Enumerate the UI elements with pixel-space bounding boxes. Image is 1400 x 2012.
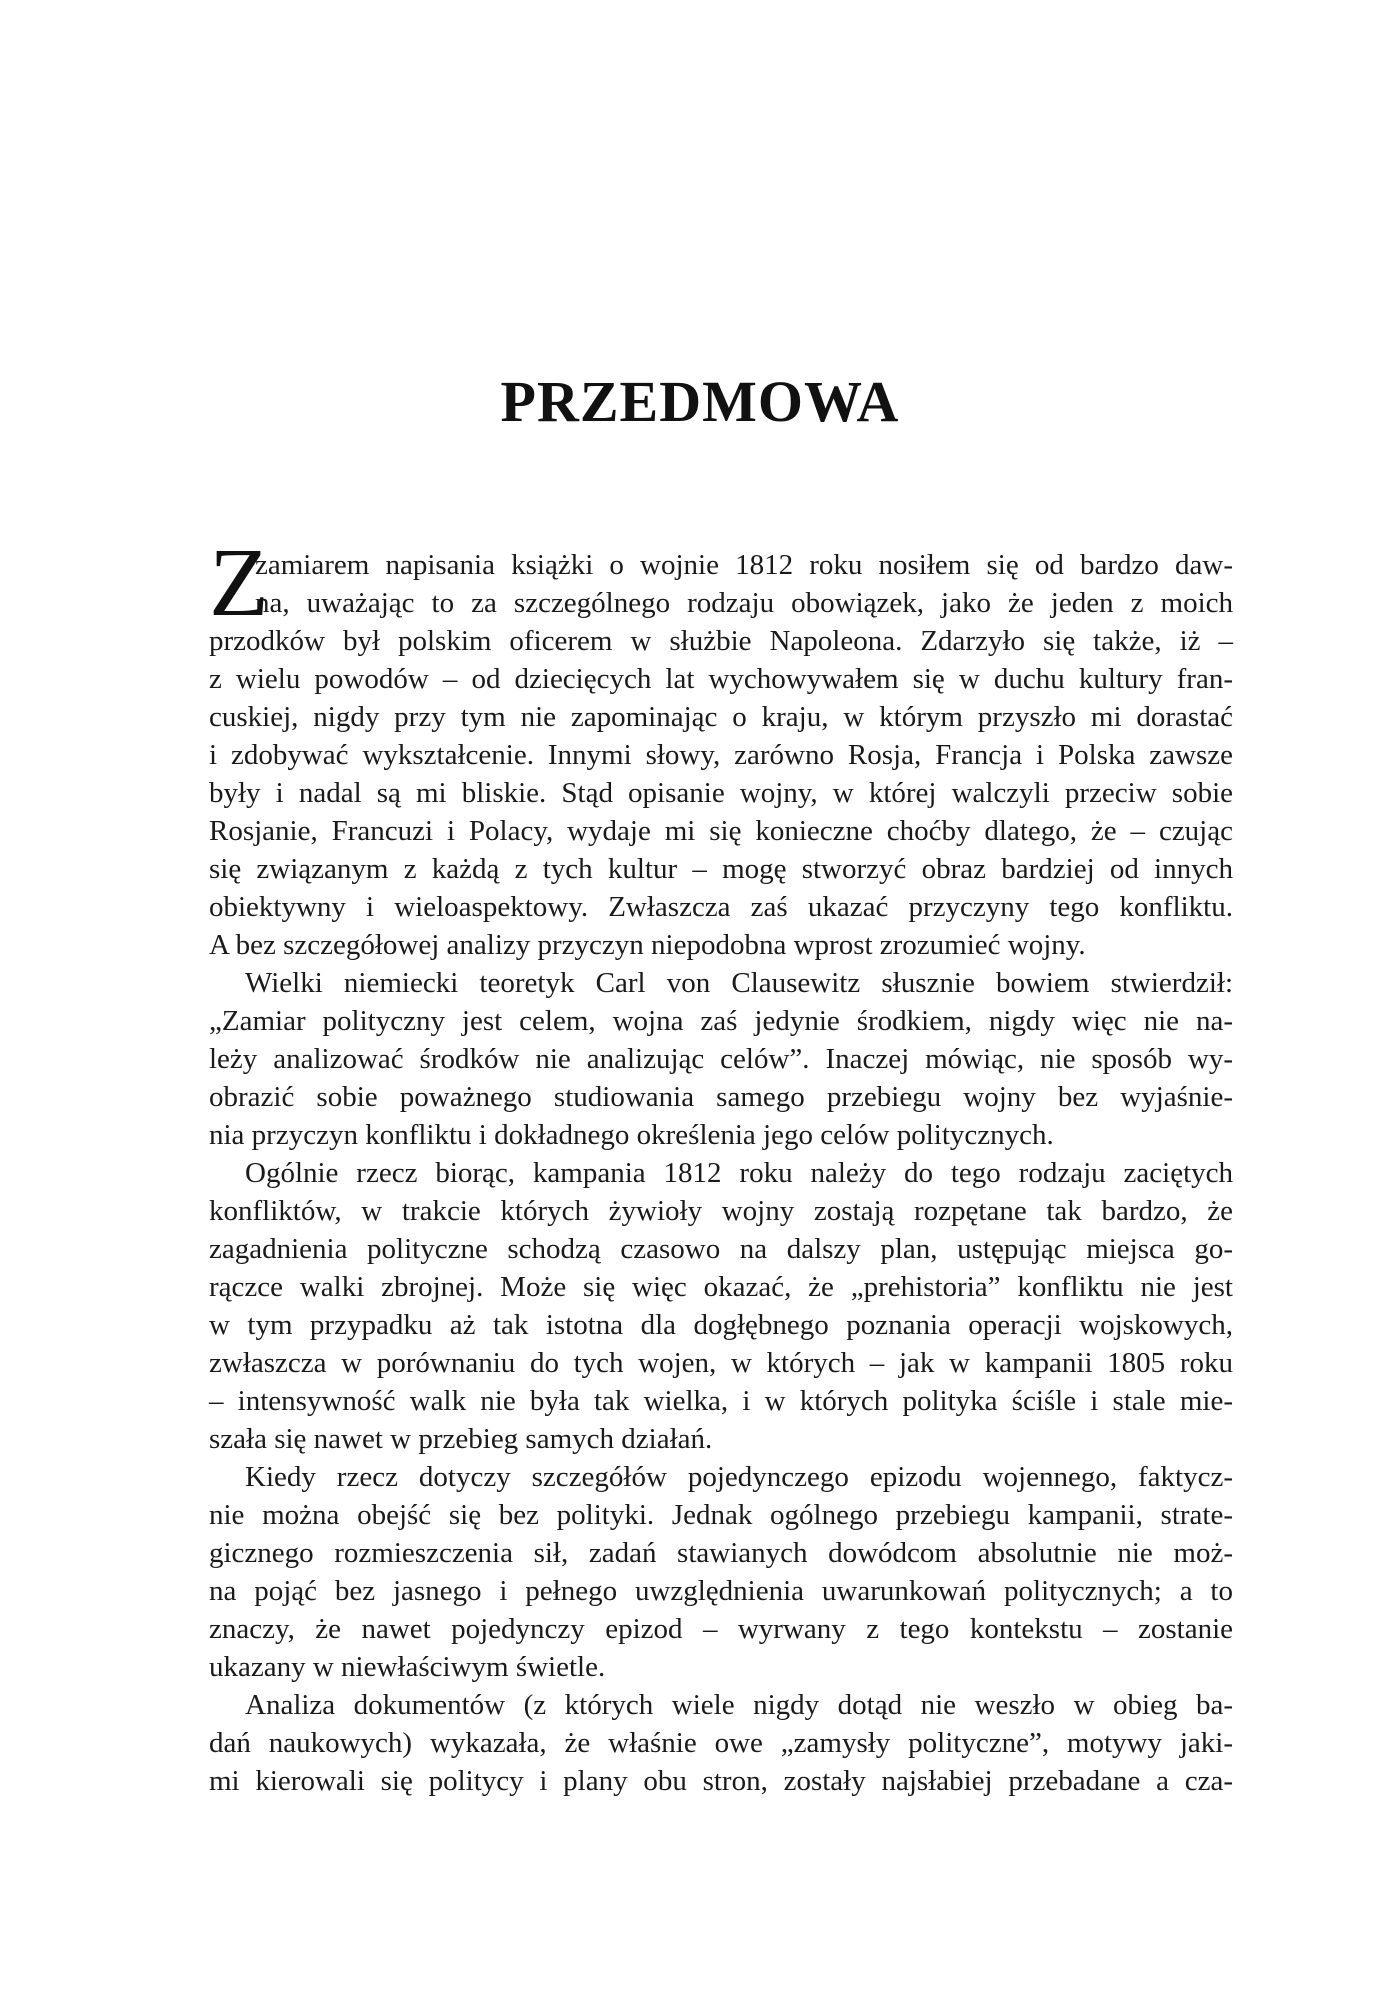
text-line: Analiza dokumentów (z których wiele nigdy dotąd nie weszło w obieg ba-	[245, 1689, 1233, 1721]
text-line: na, uważając to za szczególnego rodzaju obowiązek, jako że jeden z moich	[255, 587, 1233, 619]
text-line: i zdobywać wykształcenie. Innymi słowy, zarówno Rosja, Francja i Polska zawsze	[209, 739, 1233, 771]
chapter-title: PRZEDMOWA	[500, 369, 900, 434]
text-line: ukazany w niewłaściwym świetle.	[209, 1651, 606, 1683]
text-line: z wielu powodów – od dziecięcych lat wychowywałem się w duchu kultury fran-	[209, 663, 1233, 695]
text-line: A bez szczegółowej analizy przyczyn niepodobna wprost zrozumieć wojny.	[209, 929, 1086, 961]
text-line: nia przyczyn konfliktu i dokładnego określenia jego celów politycznych.	[209, 1119, 1054, 1151]
text-line: znaczy, że nawet pojedynczy epizod – wyrwany z tego kontekstu – zostanie	[209, 1613, 1233, 1645]
text-line: Kiedy rzecz dotyczy szczegółów pojedynczego epizodu wojennego, faktycz-	[245, 1461, 1233, 1493]
text-line: leży analizować środków nie analizując celów”. Inaczej mówiąc, nie sposób wy-	[209, 1043, 1233, 1075]
text-line: nie można obejść się bez polityki. Jednak ogólnego przebiegu kampanii, strate-	[209, 1499, 1233, 1531]
text-line: się związanym z każdą z tych kultur – mogę stworzyć obraz bardziej od innych	[209, 853, 1233, 885]
text-line: przodków był polskim oficerem w służbie Napoleona. Zdarzyło się także, iż –	[209, 625, 1233, 657]
text-line: Ogólnie rzecz biorąc, kampania 1812 roku należy do tego rodzaju zaciętych	[245, 1157, 1233, 1189]
drop-cap: Z	[209, 529, 269, 637]
text-line: konfliktów, w trakcie których żywioły wojny zostają rozpętane tak bardzo, że	[209, 1195, 1233, 1227]
text-line: – intensywność walk nie była tak wielka, i w których polityka ściśle i stale mie-	[209, 1385, 1233, 1417]
text-line: Wielki niemiecki teoretyk Carl von Clausewitz słusznie bowiem stwierdził:	[245, 967, 1233, 999]
text-line: szała się nawet w przebieg samych działań.	[209, 1423, 713, 1455]
text-line: były i nadal są mi bliskie. Stąd opisanie wojny, w której walczyli przeciw sobie	[209, 777, 1233, 809]
text-line: dań naukowych) wykazała, że właśnie owe „zamysły polityczne”, motywy jaki-	[209, 1727, 1233, 1759]
text-line: na pojąć bez jasnego i pełnego uwzględnienia uwarunkowań politycznych; a to	[209, 1575, 1233, 1607]
text-line: zwłaszcza w porównaniu do tych wojen, w których – jak w kampanii 1805 roku	[209, 1347, 1233, 1379]
text-line: cuskiej, nigdy przy tym nie zapominając o kraju, w którym przyszło mi dorastać	[209, 701, 1233, 733]
body-text	[209, 529, 1233, 1800]
text-line: zamiarem napisania książki o wojnie 1812 roku nosiłem się od bardzo daw-	[255, 549, 1233, 581]
text-line: „Zamiar polityczny jest celem, wojna zaś jedynie środkiem, nigdy więc nie na-	[209, 1005, 1233, 1037]
text-line: rączce walki zbrojnej. Może się więc okazać, że „prehistoria” konfliktu nie jest	[209, 1271, 1233, 1303]
text-line: obiektywny i wieloaspektowy. Zwłaszcza zaś ukazać przyczyny tego konfliktu.	[209, 891, 1233, 923]
text-line: mi kierowali się politycy i plany obu stron, zostały najsłabiej przebadane a cza-	[209, 1765, 1233, 1797]
text-line: Rosjanie, Francuzi i Polacy, wydaje mi się konieczne choćby dlatego, że – czując	[209, 815, 1233, 847]
text-line: obrazić sobie poważnego studiowania samego przebiegu wojny bez wyjaśnie-	[209, 1081, 1233, 1113]
text-line: zagadnienia polityczne schodzą czasowo na dalszy plan, ustępując miejsca go-	[209, 1233, 1233, 1265]
text-line: gicznego rozmieszczenia sił, zadań stawianych dowódcom absolutnie nie moż-	[209, 1537, 1233, 1569]
first-paragraph-opening	[209, 529, 1233, 637]
text-line: w tym przypadku aż tak istotna dla dogłębnego poznania operacji wojskowych,	[209, 1309, 1233, 1341]
